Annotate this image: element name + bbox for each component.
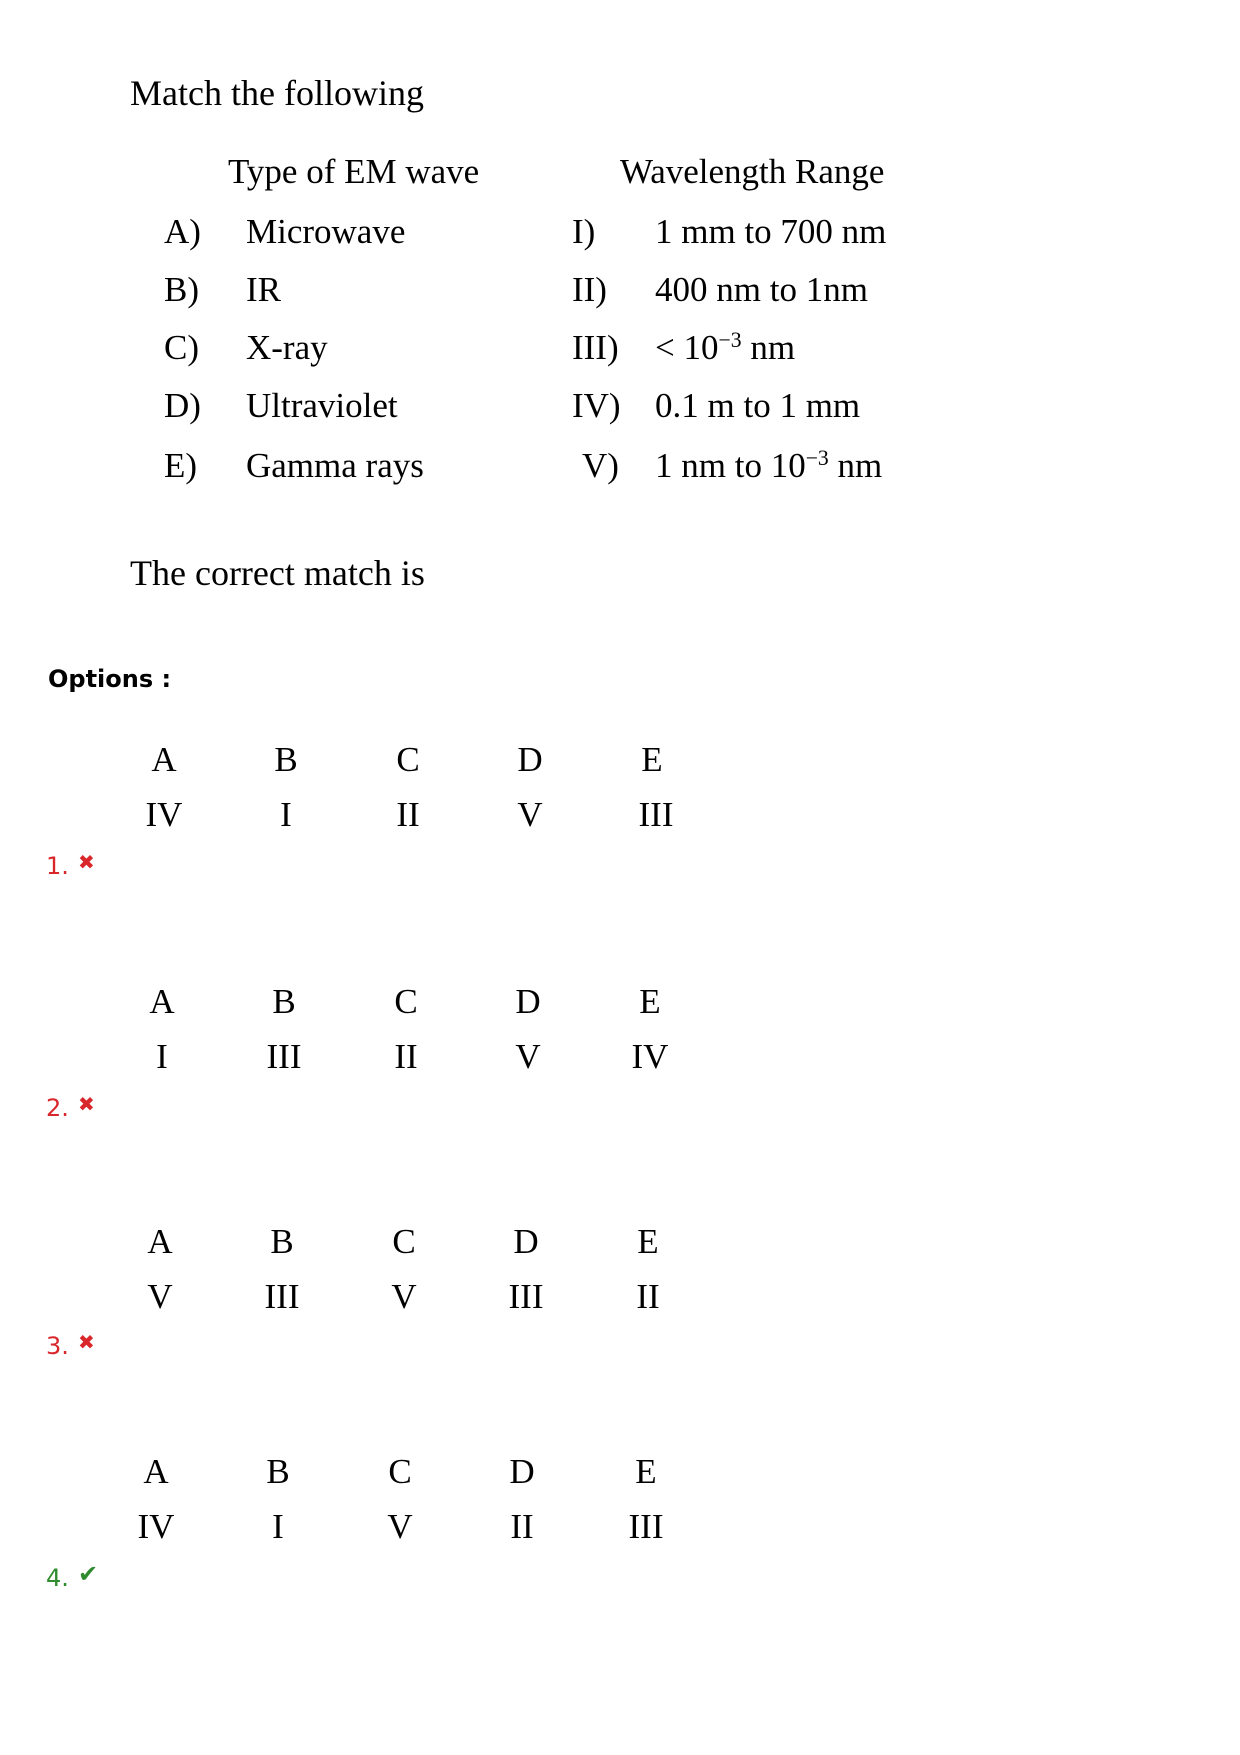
grid-header: E <box>637 1222 659 1261</box>
options-label: Options : <box>48 665 172 693</box>
grid-header: C <box>392 1222 416 1261</box>
option-number: 4. <box>46 1564 69 1592</box>
option-grid <box>0 982 800 1102</box>
option-number: 1. <box>46 852 69 880</box>
match-row <box>0 270 1240 320</box>
grid-value: III <box>638 795 674 834</box>
grid-header: B <box>274 740 298 779</box>
question-heading: Match the following <box>130 73 424 113</box>
grid-header: A <box>149 982 175 1021</box>
option-2[interactable] <box>0 982 1240 1182</box>
grid-header: B <box>266 1452 290 1491</box>
option-1[interactable] <box>0 740 1240 940</box>
grid-header: E <box>641 740 663 779</box>
right-column-header: Wavelength Range <box>620 152 885 191</box>
option-4[interactable] <box>0 1452 1240 1652</box>
right-text-post: nm <box>741 328 796 367</box>
left-text: Gamma rays <box>246 446 424 485</box>
grid-header: D <box>509 1452 535 1491</box>
wrong-icon: ✖ <box>78 852 95 874</box>
option-grid <box>0 1222 800 1342</box>
left-label: A) <box>164 212 201 251</box>
grid-value: V <box>391 1277 417 1316</box>
grid-value: IV <box>631 1037 669 1076</box>
left-text: IR <box>246 270 281 309</box>
option-number: 3. <box>46 1332 69 1360</box>
grid-value: I <box>272 1507 284 1546</box>
grid-header: A <box>147 1222 173 1261</box>
grid-value: II <box>510 1507 534 1546</box>
check-icon: ✔ <box>78 1562 99 1588</box>
grid-header: A <box>143 1452 169 1491</box>
right-text: 400 nm to 1nm <box>655 270 868 309</box>
match-row <box>0 386 1240 436</box>
grid-header: C <box>396 740 420 779</box>
grid-header: D <box>515 982 541 1021</box>
grid-value: IV <box>137 1507 175 1546</box>
left-label: E) <box>164 446 198 485</box>
grid-header: A <box>151 740 177 779</box>
option-grid <box>0 1452 800 1572</box>
grid-value: V <box>515 1037 541 1076</box>
exponent: −3 <box>805 446 829 471</box>
left-label: B) <box>164 270 199 309</box>
wrong-icon: ✖ <box>78 1332 95 1354</box>
left-label: D) <box>164 386 201 425</box>
grid-header: B <box>272 982 296 1021</box>
grid-value: II <box>636 1277 660 1316</box>
right-text-pre: 1 nm to 10 <box>655 446 806 485</box>
option-grid <box>0 740 800 860</box>
grid-value: III <box>508 1277 544 1316</box>
match-row <box>0 212 1240 262</box>
left-text: Microwave <box>246 212 406 251</box>
grid-header: D <box>517 740 543 779</box>
right-text <box>655 446 882 486</box>
grid-value: III <box>266 1037 302 1076</box>
option-3[interactable] <box>0 1222 1240 1422</box>
right-text <box>655 328 795 368</box>
option-number: 2. <box>46 1094 69 1122</box>
grid-header: C <box>394 982 418 1021</box>
wrong-icon: ✖ <box>78 1094 95 1116</box>
grid-value: V <box>387 1507 413 1546</box>
right-text: 1 mm to 700 nm <box>655 212 887 251</box>
grid-value: II <box>396 795 420 834</box>
grid-value: II <box>394 1037 418 1076</box>
grid-value: III <box>264 1277 300 1316</box>
grid-header: C <box>388 1452 412 1491</box>
grid-value: V <box>147 1277 173 1316</box>
match-row <box>0 446 1240 496</box>
left-text: Ultraviolet <box>246 386 398 425</box>
right-label: III) <box>572 328 619 367</box>
grid-value: I <box>280 795 292 834</box>
grid-value: V <box>517 795 543 834</box>
right-text: 0.1 m to 1 mm <box>655 386 861 425</box>
left-column-header: Type of EM wave <box>228 152 480 191</box>
right-text-post: nm <box>828 446 883 485</box>
right-text-pre: < 10 <box>655 328 719 367</box>
right-label: V) <box>582 446 619 485</box>
right-label: IV) <box>572 386 621 425</box>
exponent: −3 <box>718 328 742 353</box>
right-label: II) <box>572 270 607 309</box>
right-label: I) <box>572 212 596 251</box>
match-row <box>0 328 1240 378</box>
grid-header: B <box>270 1222 294 1261</box>
grid-value: III <box>628 1507 664 1546</box>
grid-header: D <box>513 1222 539 1261</box>
grid-value: I <box>156 1037 168 1076</box>
grid-header: E <box>635 1452 657 1491</box>
grid-value: IV <box>145 795 183 834</box>
left-label: C) <box>164 328 199 367</box>
question-prompt: The correct match is <box>130 553 425 593</box>
grid-header: E <box>639 982 661 1021</box>
left-text: X-ray <box>246 328 328 367</box>
